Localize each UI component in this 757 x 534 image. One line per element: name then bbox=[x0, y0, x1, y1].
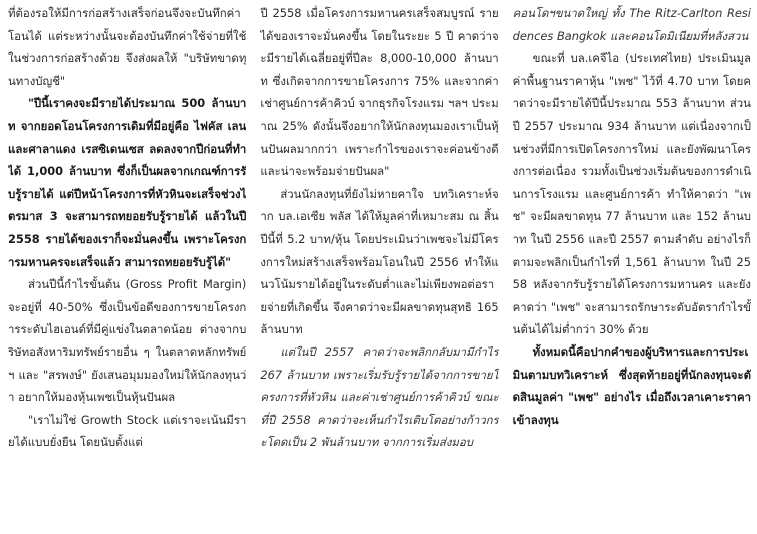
paragraph: "เราไม่ใช่ Growth Stock แต่เราจะเน้นมีรายได้แบบยั่งยืน โดยนับตั้งแต่ bbox=[8, 412, 247, 450]
paragraph: ปี 2558 เมื่อโครงการมหานครเสร็จสมบูรณ์ รายได้ของเราจะมั่นคงขึ้น โดยในระยะ 5 ปี คาดว่าจะมีรายได้เฉลี่ยอยู่ที่ปีละ 8,000-10,000 ล้านบาท ซึ่งเกิดจากการขายโครงการ 75% และจากค่าเช่าศูนย์การค้าคิวบ์ จากธุรกิจโรงแรม ฯลฯ ประมาณ 25% ดังนั้นจึงอยากให้นักลงทุนมองเราเป็นหุ้นปันผลมากกว่า เพราะกำไรของเราจะค่อนข้างดี และน่าจะพร้อมจ่ายปันผล" bbox=[260, 6, 499, 179]
article-column-1 bbox=[8, 2, 246, 534]
italic-paragraph: แต่ในปี 2557 คาดว่าจะพลิกกลับมามีกำไร 267 ล้านบาท เพราะเริ่มรับรู้รายได้จากการขายโครงการที่หัวหิน และค่าเช่าศูนย์การค้าคิวบ์ ขณะที่ปี 2558 คาดว่าจะเห็นกำไรเติบโตอย่างก้าวกระโดดเป็น 2 พันล้านบาท จากการเริ่มส่งมอบ bbox=[260, 344, 499, 450]
paragraph: ขณะที่ บล.เคจีไอ (ประเทศไทย) ประเมินมูลค่าพื้นฐานราคาหุ้น "เพช" ไว้ที่ 4.70 บาท โดยคาดว่าจะมีรายได้ปีนี้ประมาณ 553 ล้านบาท ส่วนปี 2557 ประมาณ 934 ล้านบาท แต่เนื่องจากเป็นช่วงที่มีการเปิดโครงการใหม่ และยังพัฒนาโครงการต่อเนื่อง รวมทั้งเป็นช่วงเริ่มต้นของการดำเนินการโรงแรม และศูนย์การค้า ทำให้คาดว่า "เพช" จะมีผลขาดทุน 77 ล้านบาท และ 152 ล้านบาท ในปี 2556 และปี 2557 ตามลำดับ อย่างไรก็ตามจะพลิกเป็นกำไรที่ 1,561 ล้านบาท ในปี 2558 หลังจากรับรู้รายได้โครงการมหานคร และยังคาดว่า "เพช" จะสามารถรักษาระดับอัตรากำไรขั้นต้นได้ไม่ต่ำกว่า 30% ด้วย bbox=[512, 51, 751, 337]
italic-paragraph: คอนโดฯขนาดใหญ่ ทั้ง The Ritz-Carlton Residences Bangkok และคอนโดมิเนียมที่หลังสวน bbox=[512, 6, 751, 43]
executive-quote: "ปีนี้เราคงจะมีรายได้ประมาณ 500 ล้านบาท จากยอดโอนโครงการเดิมที่มีอยู่คือ ไฟคัส เลน และศาลาแดง เรสซิเดนเซส ลดลงจากปีก่อนที่ทำได้ 1,000 ล้านบาท ซึ่งก็เป็นผลจากเกณฑ์การรับรู้รายได้ แต่ปีหน้าโครงการที่หัวหินจะเสร็จช่วงไตรมาส 3 จะสามารถทยอยรับรู้รายได้ แล้วในปี 2558 รายได้ของเราก็จะมั่นคงขึ้น เพราะโครงการมหานครจะเสร็จแล้ว สามารถทยอยรับรู้ได้" bbox=[8, 96, 247, 269]
article-column-2 bbox=[260, 2, 498, 534]
article-column-3 bbox=[513, 2, 751, 534]
conclusion-paragraph: ทั้งหมดนี้คือปากคำของผู้บริหารและการประเมินตามบทวิเคราะห์ ซึ่งสุดท้ายอยู่ที่นักลงทุนจะตัดสินมูลค่า "เพช" อย่างไร เมื่อถึงเวลาเคาะราคาเข้าลงทุน bbox=[512, 344, 751, 427]
paragraph: ส่วนปีนี้กำไรขั้นต้น (Gross Profit Margin) จะอยู่ที่ 40-50% ซึ่งเป็นข้อดีของการขายโครงการระดับไฮเอนด์ที่มีคู่แข่งในตลาดน้อย ต่างจากบริษัทอสังหาริมทรัพย์รายอื่น ๆ ในตลาดหลักทรัพย์ฯ และ "สรพงษ์" ยังเสนอมุมมองใหม่ให้นักลงทุนว่า อยากให้มองหุ้นเพชเป็นหุ้นปันผล bbox=[8, 277, 247, 405]
paragraph: ส่วนนักลงทุนที่ยังไม่หายคาใจ บทวิเคราะห์จาก บล.เอเซีย พลัส ได้ให้มูลค่าที่เหมาะสม ณ สิ้นปีนี้ที่ 5.2 บาท/หุ้น โดยประเมินว่าเพชจะไม่มีโครงการใหม่สร้างเสร็จพร้อมโอนในปี 2556 ทำให้แนวโน้มรายได้อยู่ในระดับต่ำและไม่เพียงพอต่อรายจ่ายที่เกิดขึ้น จึงคาดว่าจะมีผลขาดทุนสุทธิ 165 ล้านบาท bbox=[260, 186, 499, 337]
paragraph: ที่ต้องรอให้มีการก่อสร้างเสร็จก่อนจึงจะบันทึกค่าโอนได้ แต่ระหว่างนั้นจะต้องบันทึกค่าใช้จ่ายที่ใช้ในช่วงการก่อสร้างด้วย จึงส่งผลให้ "บริษัทขาดทุนทางบัญชี" bbox=[8, 6, 247, 88]
